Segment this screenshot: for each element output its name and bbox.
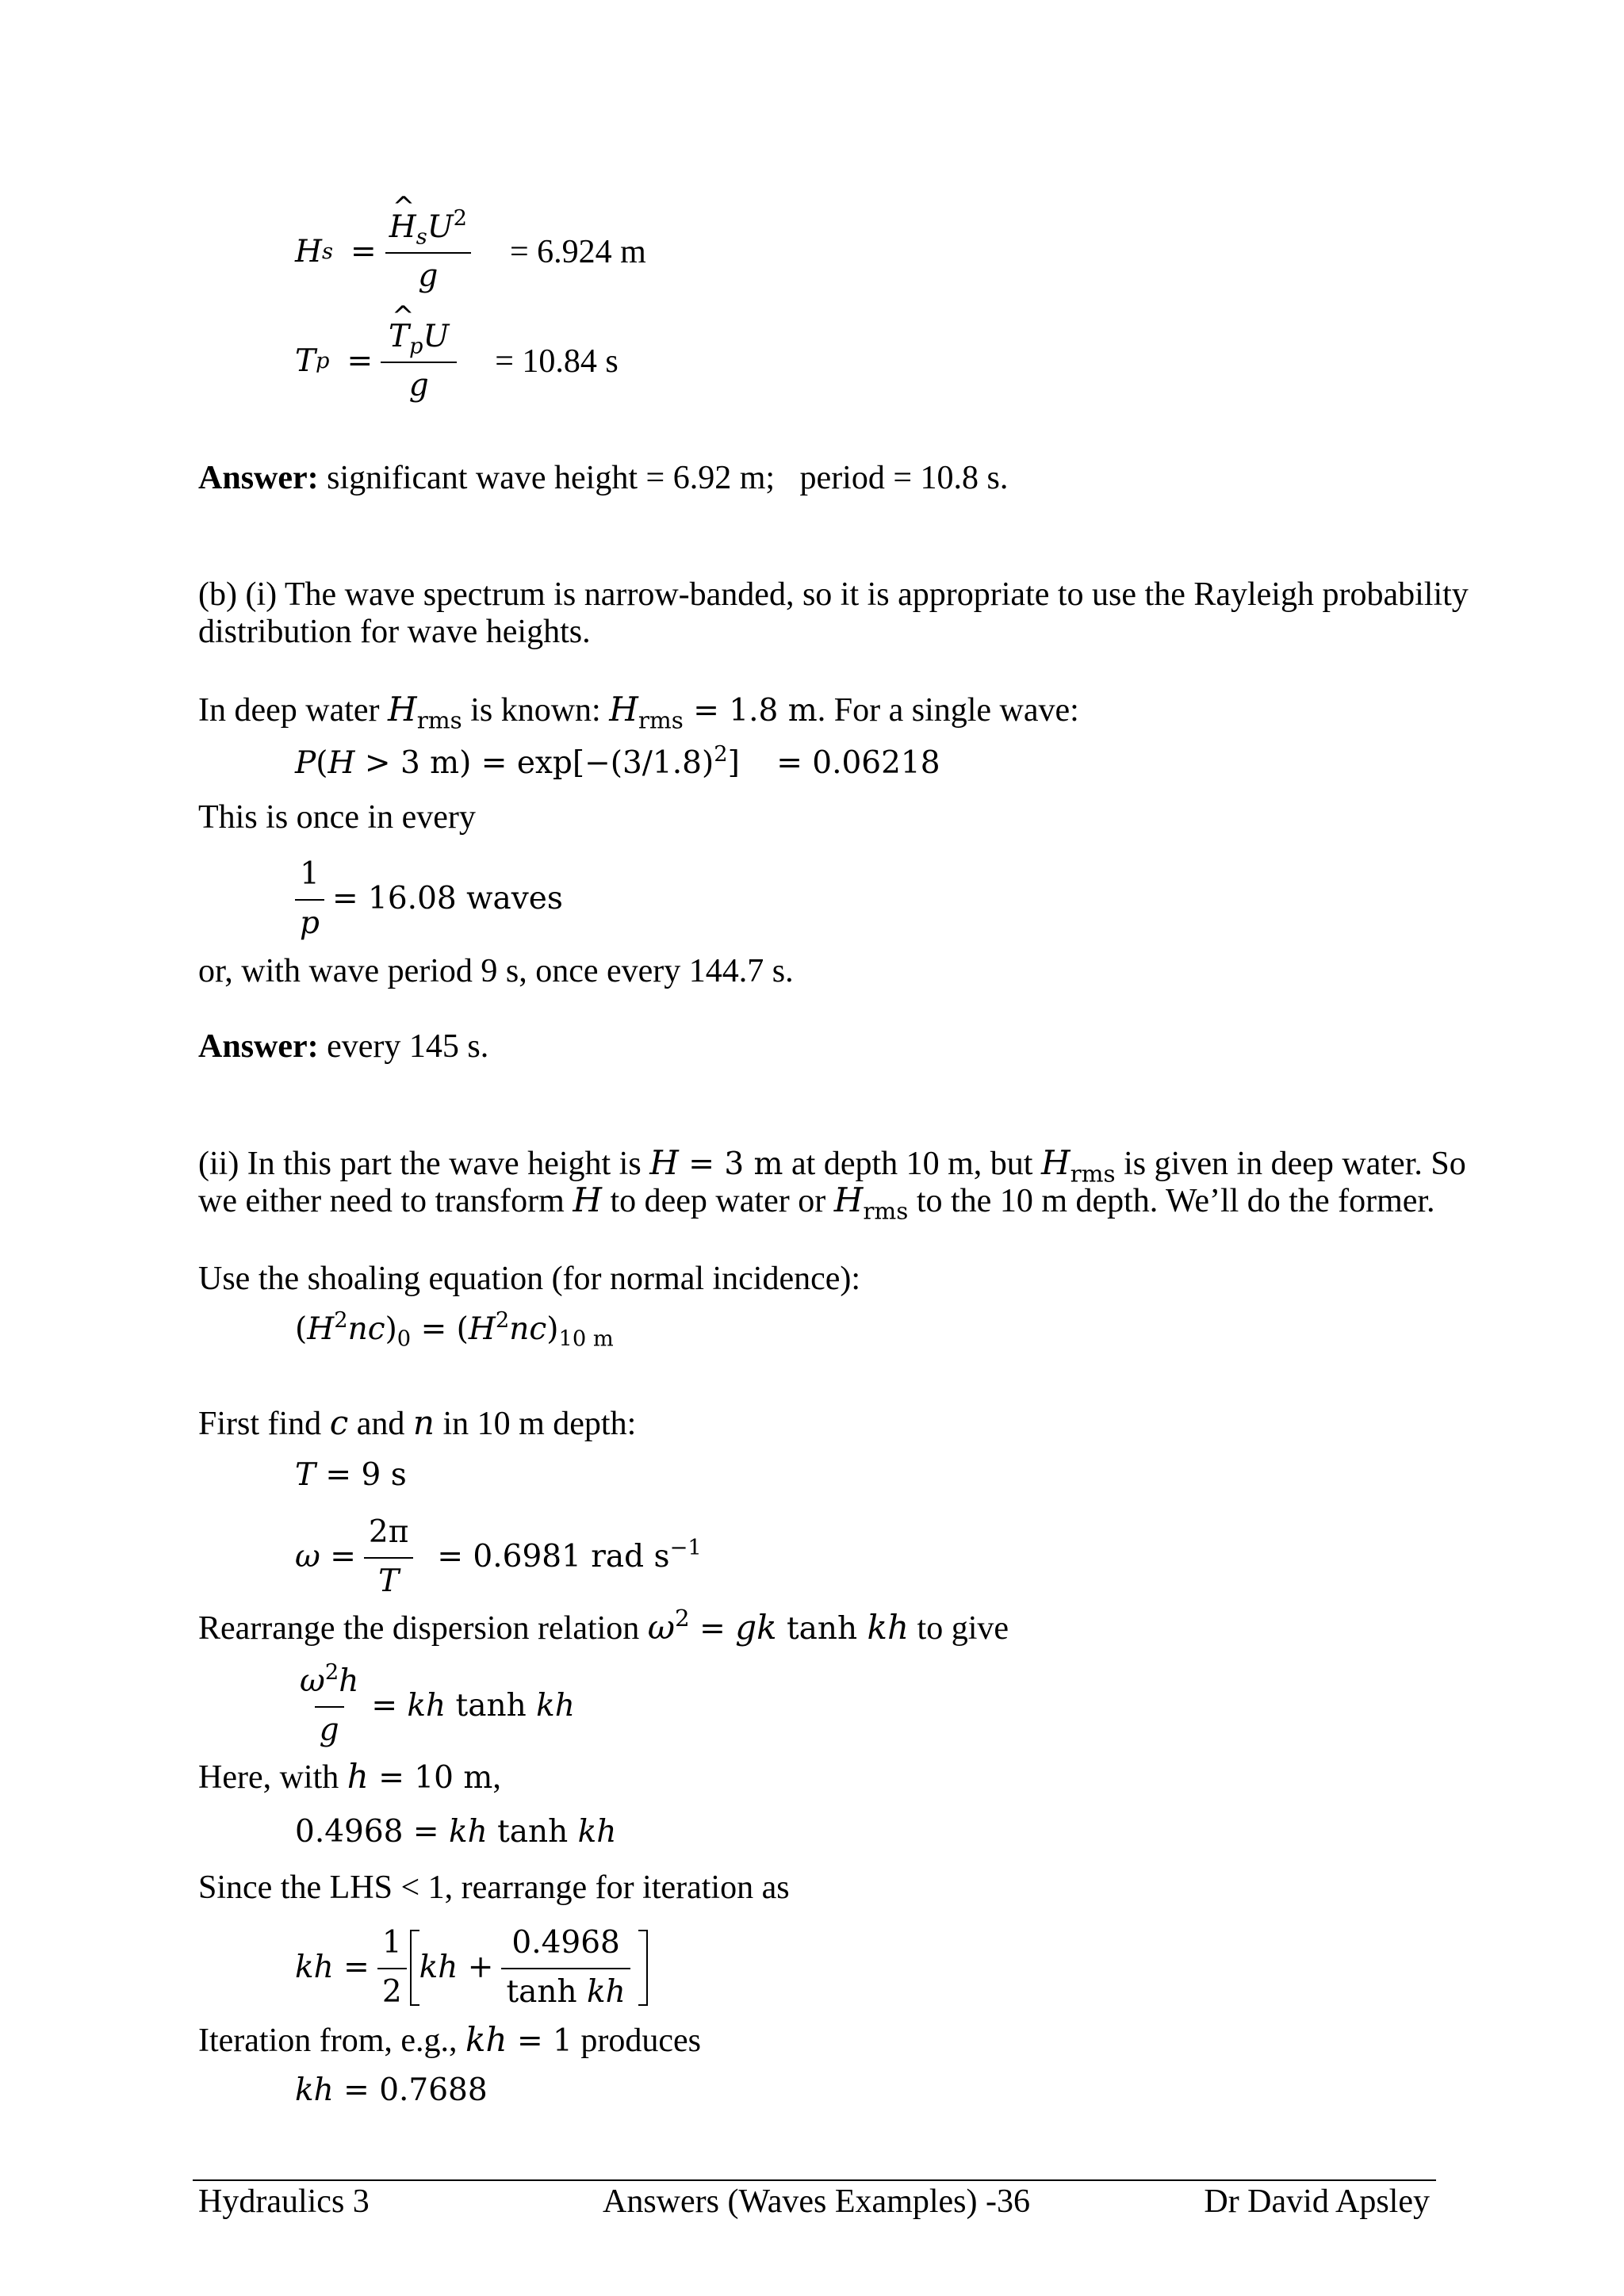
ii-mid: at depth 10 m, but [783, 1146, 1041, 1182]
w2h-kh2: kh [536, 1688, 575, 1724]
iter-half-num: 1 [381, 1925, 402, 1961]
answer-part-b-i [198, 1027, 488, 1066]
omega-eq: = [320, 1539, 356, 1575]
itfrom-value: = 1 [507, 2023, 573, 2059]
iter-plus: + [458, 1950, 494, 1985]
shoal-r-h: H [468, 1311, 496, 1347]
ii-pre: (ii) In this part the wave height is [198, 1146, 650, 1182]
period-text: or, with wave period 9 s, once every 144.7 s. [198, 953, 794, 989]
dispersion-line [198, 1604, 1009, 1649]
here-value: = 10 m [368, 1760, 493, 1796]
deep-pre: In deep water [198, 692, 389, 729]
iter-frac-num: 0.4968 [511, 1925, 620, 1961]
answer-label: Answer: [198, 460, 319, 496]
eq-tp-hat-t: ^ T [389, 317, 409, 357]
iter-fraction [501, 1923, 630, 2012]
prob-open: ( [316, 745, 328, 781]
eq-hs-denominator: g [385, 252, 471, 297]
shoal-l-h: H [307, 1311, 335, 1347]
here-post: , [492, 1759, 501, 1796]
w2h-h: h [339, 1663, 359, 1699]
disp-sup: 2 [675, 1604, 690, 1632]
iteration-equation [295, 1923, 648, 2012]
t-symbol: T [295, 1457, 316, 1493]
num-tanh: tanh [487, 1814, 578, 1850]
iter-kh: kh [419, 1950, 458, 1985]
first-c: c [329, 1403, 349, 1442]
inv-value: = 16.08 waves [331, 881, 563, 916]
answer-text: significant wave height = 6.92 m; period = 10.8 s. [318, 460, 1009, 496]
part-ii-line-1 [198, 1143, 1466, 1188]
prob-h: H [327, 745, 355, 781]
omega-result [437, 1537, 701, 1577]
deep-value: = 1.8 m [683, 693, 818, 729]
deep-post: . For a single wave: [817, 692, 1079, 729]
probability-equation [295, 744, 940, 783]
deep-rms: rms [416, 706, 462, 734]
first-post: in 10 m depth: [434, 1406, 637, 1442]
iter-frac-kh: kh [587, 1974, 626, 2010]
ii-h: H [649, 1143, 679, 1182]
eq-hs-num-sup: 2 [453, 206, 467, 231]
answer2-text: every 145 s. [318, 1028, 489, 1065]
ii2-h2: H [833, 1181, 864, 1219]
equation-significant-wave-height: H s = ^ $\frac{H_sU^2}{g}$ = 6.924 m [295, 208, 646, 297]
first-find-line [198, 1403, 636, 1444]
answer2-label: Answer: [198, 1028, 319, 1065]
ii2-post: to the 10 m depth. We’ll do the former. [908, 1183, 1435, 1219]
footer-course: Hydraulics 3 [198, 2183, 370, 2220]
w2h-sup: 2 [324, 1660, 339, 1685]
iter-half [377, 1923, 407, 2012]
disp-kh: kh [867, 1608, 910, 1647]
iter-half-den: 2 [377, 1968, 407, 2012]
part-ii-line-2 [198, 1181, 1435, 1225]
prob-close: ] [727, 745, 740, 781]
eq-hs-symbol: H [295, 234, 323, 270]
ii2-h: H [573, 1181, 602, 1219]
shoal-l-close: ) [385, 1311, 397, 1347]
first-and: and [348, 1406, 413, 1442]
deep-h: H [388, 690, 417, 729]
shoaling-equation [295, 1308, 614, 1352]
ii2-pre: we either need to transform [198, 1183, 573, 1219]
first-n: n [412, 1403, 435, 1442]
inv-denominator: p [295, 899, 324, 943]
first-pre: First find [198, 1406, 330, 1442]
equation-peak-period: T p = ^ $\frac{T_pU}{g}$ = 10.84 s [295, 317, 619, 406]
left-bracket [410, 1930, 419, 2006]
w2h-eq: = [371, 1688, 408, 1724]
deep-water-line [198, 690, 1079, 734]
shoal-r-open: ( [456, 1311, 469, 1347]
footer-rule [193, 2179, 1436, 2181]
footer-page-title: Answers (Waves Examples) -36 [603, 2183, 1030, 2220]
paragraph-b-line-1: (b) (i) The wave spectrum is narrow-banded, so it is appropriate to use the Rayleigh probability [198, 576, 1469, 613]
iter-lhs: kh [295, 1950, 334, 1985]
num-kh: kh [448, 1814, 488, 1850]
w2h-tanh: tanh [446, 1688, 537, 1724]
prob-rest: > 3 m) = exp[−(3/1.8) [354, 745, 714, 781]
disp-eq: = [689, 1611, 736, 1647]
eq-hs-value: = 6.924 m [510, 234, 646, 270]
here-line [198, 1757, 501, 1798]
iter-frac-tanh: tanh [506, 1974, 588, 2010]
inv-fraction [295, 855, 324, 943]
deep-mid: is known: [462, 692, 610, 729]
result-value: = 0.7688 [333, 2072, 488, 2108]
disp-post: to give [909, 1610, 1009, 1647]
period-equation [295, 1456, 407, 1495]
since-text: Since the LHS < 1, rearrange for iteration as [198, 1869, 790, 1906]
shoal-r-nc: nc [509, 1311, 547, 1347]
iteration-from-line [198, 2020, 701, 2061]
eq-hs-num-u: U [427, 209, 454, 245]
shoal-l-nc: nc [347, 1311, 385, 1347]
itfrom-pre: Iteration from, e.g., [198, 2022, 466, 2059]
omega-value: = 0.6981 rad s [437, 1539, 670, 1575]
eq-tp-num-sub: p [409, 334, 423, 359]
eq-tp-symbol: T [295, 343, 316, 379]
result-kh: kh [295, 2072, 334, 2108]
eq-hs-hat-h: ^ H [389, 208, 416, 247]
eq-hs-fraction [385, 208, 472, 297]
shoal-l-open: ( [295, 1311, 308, 1347]
eq-tp-fraction [381, 317, 457, 406]
inverse-probability-equation [295, 855, 563, 943]
disp-tanh: tanh [776, 1611, 868, 1647]
disp-w: ω [647, 1608, 676, 1647]
omega-denominator: T [364, 1557, 413, 1601]
ii-rms: rms [1070, 1160, 1116, 1188]
t-value: = 9 s [316, 1457, 407, 1493]
shoal-r-close: ) [546, 1311, 559, 1347]
prob-sup: 2 [714, 742, 728, 767]
shoal-eq: = [411, 1311, 457, 1347]
omega-numerator: 2π [368, 1514, 409, 1550]
w2h-kh: kh [407, 1688, 446, 1724]
ii2-rms: rms [863, 1197, 909, 1225]
omega-fraction [364, 1513, 413, 1601]
shoal-r-sub: 10 m [558, 1326, 614, 1352]
once-text: This is once in every [198, 799, 476, 836]
disp-pre: Rearrange the dispersion relation [198, 1610, 648, 1647]
right-bracket [638, 1930, 648, 2006]
paragraph-b-line-2: distribution for wave heights. [198, 614, 591, 650]
ii-post: is given in deep water. So [1115, 1146, 1466, 1182]
iter-eq: = [333, 1950, 370, 1985]
w2h-w: ω [300, 1663, 325, 1699]
disp-gk: gk [735, 1608, 777, 1647]
numeric-dispersion-equation [295, 1812, 616, 1852]
eq-tp-denominator: g [381, 362, 457, 406]
omega-equation [295, 1513, 702, 1601]
answer-part-a [198, 458, 1008, 498]
prob-value: = 0.06218 [776, 745, 940, 781]
itfrom-kh: kh [465, 2020, 508, 2059]
ii-eq: = 3 m [678, 1146, 783, 1182]
ii2-mid: to deep water or [601, 1183, 834, 1219]
shoal-l-sup: 2 [334, 1308, 348, 1333]
here-pre: Here, with [198, 1759, 347, 1796]
eq-hs-num-sub: s [416, 224, 427, 250]
itfrom-post: produces [572, 2022, 701, 2059]
shoaling-text: Use the shoaling equation (for normal incidence): [198, 1261, 861, 1297]
omega-symbol: ω [295, 1539, 320, 1575]
w2h-fraction [295, 1662, 363, 1751]
shoal-l-sub: 0 [396, 1326, 412, 1352]
deep-rms2: rms [638, 706, 684, 734]
shoal-r-sup: 2 [495, 1308, 510, 1333]
here-h: h [347, 1757, 369, 1796]
result-equation [295, 2071, 488, 2110]
inv-numerator: 1 [300, 856, 320, 892]
footer-author: Dr David Apsley [1204, 2183, 1430, 2220]
eq-tp-num-u: U [423, 319, 450, 354]
dispersion-rearranged-equation [295, 1662, 575, 1751]
ii-h2: H [1040, 1143, 1071, 1182]
omega-sup: −1 [669, 1536, 702, 1560]
eq-tp-value: = 10.84 s [495, 343, 619, 380]
deep-h2: H [609, 690, 638, 729]
num-kh2: kh [577, 1814, 617, 1850]
w2h-denominator: g [315, 1706, 344, 1751]
prob-p: P [295, 745, 316, 781]
num-value: 0.4968 = [295, 1814, 449, 1850]
